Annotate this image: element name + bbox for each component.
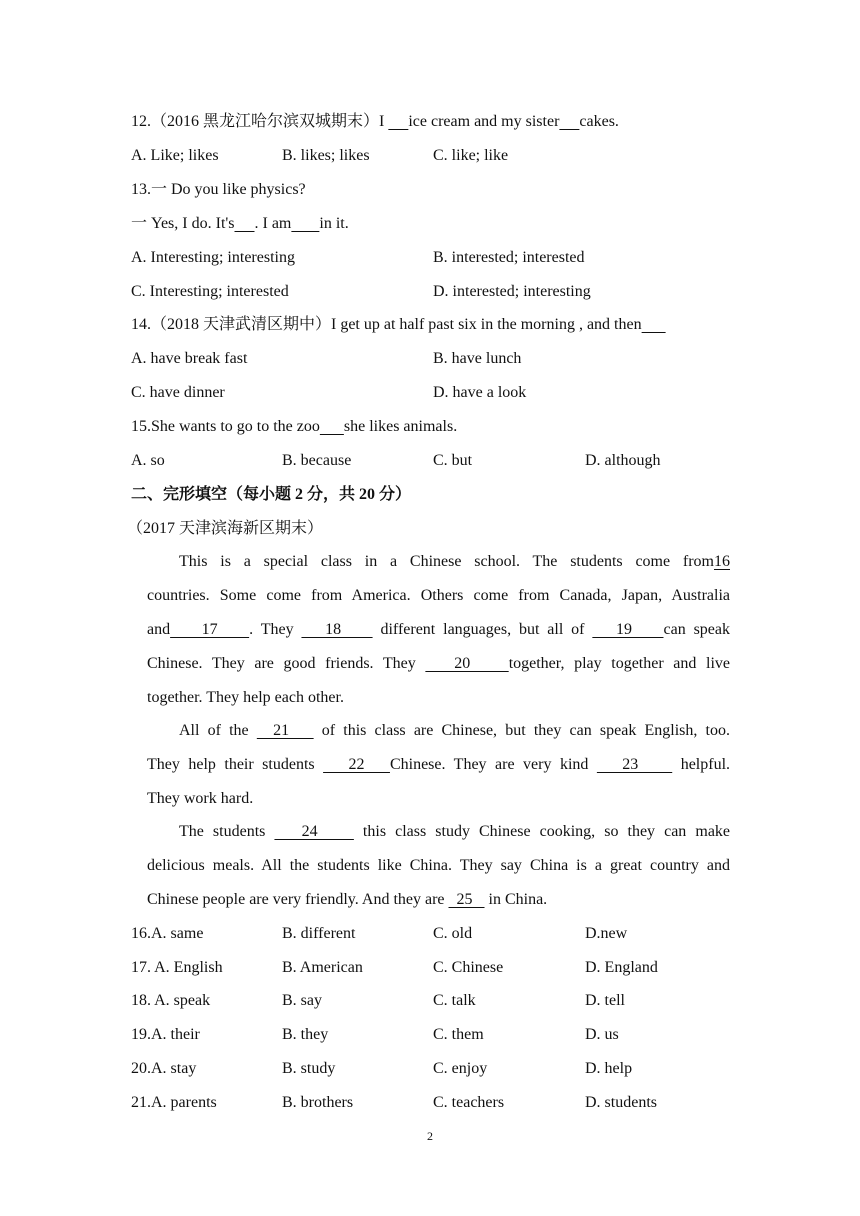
passage-line: together. They help each other.	[147, 689, 344, 706]
question-13-line-2: 一 Yes, I do. It's . I am in it.	[131, 215, 349, 232]
answer-blank	[388, 113, 408, 130]
passage-line: delicious meals. All the students like China. They say China is a great country and	[147, 857, 730, 874]
option-c: C. Interesting; interested	[131, 283, 289, 300]
question-14-options-row-2	[131, 376, 731, 410]
option-a: A. Like; likes	[131, 147, 219, 164]
cloze-blank-21: 21	[256, 722, 314, 739]
option-b: B. because	[282, 452, 352, 469]
option-b: B. brothers	[282, 1094, 354, 1111]
option-a: 20.A. stay	[131, 1060, 197, 1077]
question-12-options	[131, 139, 731, 173]
option-c: C. like; like	[433, 147, 509, 164]
answer-blank	[291, 215, 319, 232]
passage-line: They work hard.	[147, 790, 254, 807]
option-b: B. study	[282, 1060, 336, 1077]
option-a: A. Interesting; interesting	[131, 249, 295, 266]
option-d: D. help	[585, 1060, 633, 1077]
choice-row-16	[131, 917, 731, 951]
choice-row-20	[131, 1052, 731, 1086]
cloze-blank-24: 24	[274, 823, 354, 840]
choice-row-21	[131, 1086, 731, 1120]
question-12-stem: 12.（2016 黑龙江哈尔滨双城期末）I ice cream and my sister cakes.	[131, 113, 619, 130]
section-2-source: （2017 天津滨海新区期末）	[127, 520, 324, 537]
page-number: 2	[427, 1129, 433, 1143]
answer-blank	[559, 113, 579, 130]
passage-line: All of the 21 of this class are Chinese, but they can speak English, too.	[179, 722, 730, 739]
option-c: C. talk	[433, 992, 476, 1009]
section-2-title: 二、完形填空（每小题 2 分，共 20 分）	[131, 486, 412, 503]
option-a: A. so	[131, 452, 165, 469]
option-d: D. us	[585, 1026, 619, 1043]
question-13-line-1: 13.一 Do you like physics?	[131, 181, 306, 198]
option-b: B. American	[282, 959, 363, 976]
option-b: B. have lunch	[433, 350, 522, 367]
option-b: B. interested; interested	[433, 249, 585, 266]
choice-row-19	[131, 1018, 731, 1052]
option-d: D. although	[585, 452, 661, 469]
passage-line: Chinese. They are good friends. They 20 together, play together and live	[147, 655, 730, 672]
option-c: C. have dinner	[131, 384, 225, 401]
choice-row-17	[131, 951, 731, 985]
option-d: D. tell	[585, 992, 625, 1009]
answer-blank	[320, 418, 344, 435]
cloze-blank-16: 16	[714, 553, 730, 570]
choice-row-18	[131, 984, 731, 1018]
option-c: C. them	[433, 1026, 484, 1043]
passage-line: They help their students 22 Chinese. They are very kind 23 helpful.	[147, 756, 731, 773]
answer-blank	[235, 215, 255, 232]
passage-line: Chinese people are very friendly. And they are 25 in China.	[147, 891, 548, 908]
question-14-stem: 14.（2018 天津武清区期中）I get up at half past six in the morning , and then	[131, 308, 731, 342]
question-13-options-row-2	[131, 275, 731, 309]
option-a: A. have break fast	[131, 350, 248, 367]
option-d: D.new	[585, 925, 628, 942]
option-d: D. have a look	[433, 384, 527, 401]
cloze-blank-20: 20	[425, 655, 509, 672]
option-a: 19.A. their	[131, 1026, 200, 1043]
option-c: C. enjoy	[433, 1060, 488, 1077]
question-14-options-row-1	[131, 342, 731, 376]
cloze-blank-22: 22	[323, 756, 390, 773]
option-b: B. say	[282, 992, 322, 1009]
option-c: C. Chinese	[433, 959, 504, 976]
option-c: C. teachers	[433, 1094, 505, 1111]
cloze-blank-19: 19	[592, 621, 664, 638]
question-15-stem: 15.She wants to go to the zoo she likes animals.	[131, 418, 458, 435]
passage-line: This is a special class in a Chinese school. The students come from16	[179, 553, 730, 570]
option-c: C. old	[433, 925, 473, 942]
answer-blank	[642, 316, 666, 333]
option-c: C. but	[433, 452, 473, 469]
option-a: 16.A. same	[131, 925, 204, 942]
option-b: B. they	[282, 1026, 329, 1043]
passage-line: The students 24 this class study Chinese cooking, so they can make	[179, 823, 731, 840]
option-a: 17. A. English	[131, 959, 223, 976]
question-15-options	[131, 444, 731, 478]
option-a: 21.A. parents	[131, 1094, 217, 1111]
cloze-blank-25: 25	[448, 891, 485, 908]
option-d: D. England	[585, 959, 658, 976]
cloze-blank-18: 18	[301, 621, 373, 638]
option-b: B. likes; likes	[282, 147, 370, 164]
option-a: 18. A. speak	[131, 992, 211, 1009]
option-d: D. interested; interesting	[433, 283, 591, 300]
passage-line: countries. Some come from America. Others come from Canada, Japan, Australia	[147, 587, 730, 604]
question-13-options-row-1	[131, 241, 731, 275]
option-d: D. students	[585, 1094, 657, 1111]
cloze-blank-23: 23	[596, 756, 673, 773]
option-b: B. different	[282, 925, 356, 942]
passage-line: and 17 . They 18 different languages, but all of 19 can speak	[147, 621, 730, 638]
cloze-blank-17: 17	[170, 621, 250, 638]
